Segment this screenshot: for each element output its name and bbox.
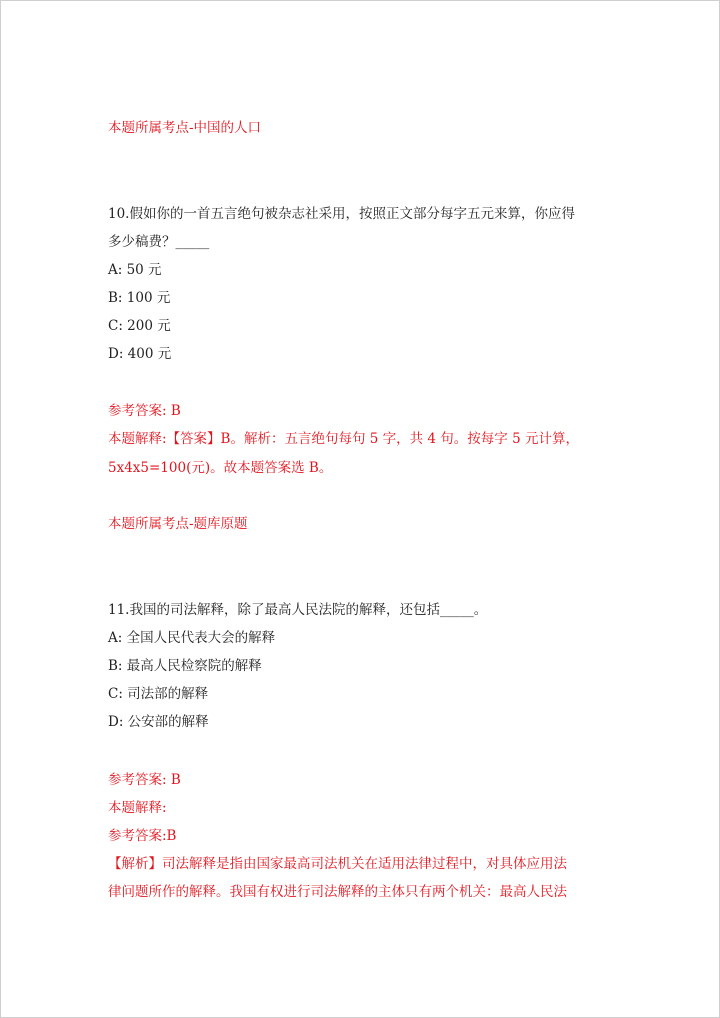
q10-explanation-line2: 5x4x5=100(元)。故本题答案选 B。 (108, 460, 333, 476)
q11-option-a: A: 全国人民代表大会的解释 (108, 630, 276, 646)
q11-explanation-line1: 【解析】司法解释是指由国家最高司法机关在适用法律过程中，对具体应用法 (108, 856, 567, 872)
q10-option-a: A: 50 元 (108, 262, 162, 278)
q11-answer: 参考答案: B (108, 772, 181, 788)
q10-answer: 参考答案: B (108, 403, 181, 419)
q11-explanation-line2: 律问题所作的解释。我国有权进行司法解释的主体只有两个机关：最高人民法 (108, 884, 567, 900)
q10-option-d: D: 400 元 (108, 346, 172, 362)
q11-question: 11.我国的司法解释，除了最高人民法院的解释，还包括_____。 (108, 602, 488, 618)
q10-option-b: B: 100 元 (108, 290, 171, 306)
q11-answer2: 参考答案:B (108, 828, 177, 844)
q11-option-b: B: 最高人民检察院的解释 (108, 658, 262, 674)
q10-option-c: C: 200 元 (108, 318, 171, 334)
q11-explanation-label: 本题解释: (108, 800, 167, 816)
q10-topic: 本题所属考点-题库原题 (108, 516, 248, 532)
q11-option-c: C: 司法部的解释 (108, 686, 209, 702)
q10-question-line2: 多少稿费？_____ (108, 234, 210, 250)
q10-explanation-line1: 本题解释:【答案】B。解析：五言绝句每句 5 字，共 4 句。按每字 5 元计算， (108, 431, 579, 447)
q11-option-d: D: 公安部的解释 (108, 714, 209, 730)
q9-topic: 本题所属考点-中国的人口 (108, 120, 262, 136)
q10-question-line1: 10.假如你的一首五言绝句被杂志社采用，按照正文部分每字五元来算，你应得 (108, 206, 575, 222)
